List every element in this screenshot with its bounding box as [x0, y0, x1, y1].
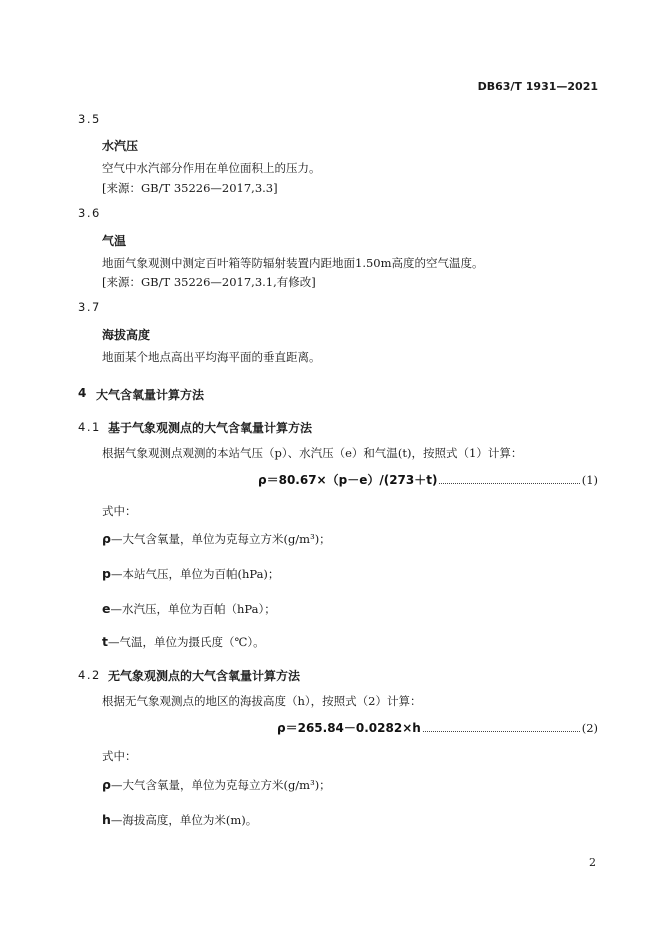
variable-description: —气温，单位为摄氏度（℃）。 — [107, 635, 265, 649]
variable-symbol: t — [102, 634, 108, 649]
source-note-3-5: [来源：GB/T 35226—2017,3.3] — [102, 181, 278, 195]
variable-symbol: p — [102, 566, 111, 581]
formula-1-expression: ρ＝80.67×（p－e）/(273＋t) — [258, 473, 438, 487]
variable-definition — [102, 528, 331, 547]
variable-symbol: h — [102, 812, 111, 827]
dot-leader — [423, 730, 580, 732]
section-title-4: 大气含氧量计算方法 — [96, 388, 205, 402]
page-number: 2 — [589, 856, 596, 869]
variable-symbol: ρ — [102, 531, 111, 546]
variable-definition — [102, 809, 257, 828]
clause-number-3-6: 3.6 — [78, 206, 101, 220]
equation-number-1: (1) — [581, 473, 598, 487]
term-water-vapor-pressure: 水汽压 — [102, 139, 139, 153]
clause-number-4-2: 4.2 — [78, 668, 101, 682]
formula-2-expression: ρ＝265.84－0.0282×h — [277, 721, 421, 735]
clause-number-3-5: 3.5 — [78, 112, 101, 126]
variable-definition — [102, 774, 331, 793]
intro-4-2: 根据无气象观测点的地区的海拔高度（h），按照式（2）计算： — [102, 694, 422, 708]
definition-3-5: 空气中水汽部分作用在单位面积上的压力。 — [102, 161, 321, 175]
definition-3-7: 地面某个地点高出平均海平面的垂直距离。 — [102, 350, 321, 364]
clause-number-3-7: 3.7 — [78, 300, 101, 314]
definition-3-6: 地面气象观测中测定百叶箱等防辐射装置内距地面1.50m高度的空气温度。 — [102, 256, 484, 270]
term-air-temperature: 气温 — [102, 234, 127, 248]
clause-title-4-1: 基于气象观测点的大气含氧量计算方法 — [108, 421, 313, 435]
variable-symbol: e — [102, 601, 111, 616]
variable-definition — [102, 631, 265, 650]
dot-leader — [439, 482, 579, 484]
equation-number-2: (2) — [581, 721, 598, 735]
clause-title-4-2: 无气象观测点的大气含氧量计算方法 — [108, 669, 301, 683]
variable-description: —大气含氧量，单位为克每立方米(g/m³)； — [110, 532, 331, 546]
formula-2 — [277, 719, 598, 736]
variable-description: —大气含氧量，单位为克每立方米(g/m³)； — [110, 778, 331, 792]
variable-description: —本站气压，单位为百帕(hPa)； — [110, 567, 280, 581]
where-label-2: 式中： — [102, 749, 137, 763]
source-note-3-6: [来源：GB/T 35226—2017,3.1,有修改] — [102, 275, 316, 289]
formula-1 — [258, 471, 598, 488]
term-altitude: 海拔高度 — [102, 328, 151, 342]
intro-4-1: 根据气象观测点观测的本站气压（p）、水汽压（e）和气温(t)，按照式（1）计算： — [102, 446, 523, 460]
section-number-4: 4 — [78, 386, 87, 400]
document-id-header: DB63/T 1931—2021 — [477, 80, 598, 93]
variable-description: —水汽压，单位为百帕（hPa）； — [110, 602, 276, 616]
variable-definition — [102, 598, 276, 617]
variable-definition — [102, 563, 279, 582]
variable-description: —海拔高度，单位为米(m)。 — [110, 813, 258, 827]
where-label-1: 式中： — [102, 504, 137, 518]
clause-number-4-1: 4.1 — [78, 420, 101, 434]
variable-symbol: ρ — [102, 777, 111, 792]
